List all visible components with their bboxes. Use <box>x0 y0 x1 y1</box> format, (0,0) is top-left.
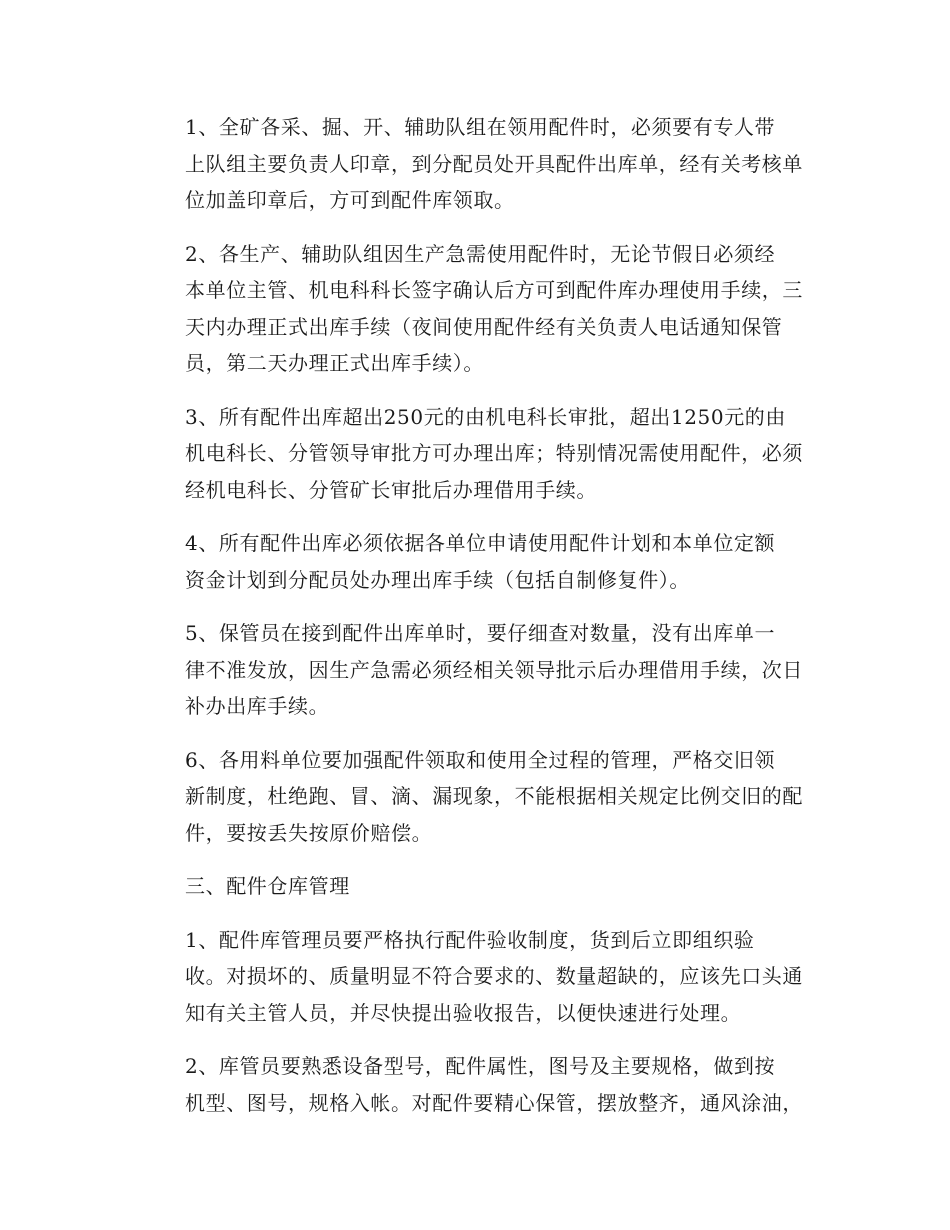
document-paragraph <box>141 236 813 382</box>
paragraph-line: 机型、图号，规格入帐。对配件要精心保管，摆放整齐，通风涂油， <box>185 1090 803 1115</box>
paragraph-line: 3、所有配件出库超出250元的由机电科长审批，超出1250元的由 <box>185 404 786 429</box>
paragraph-line: 资金计划到分配员处办理出库手续（包括自制修复件）。 <box>185 567 690 592</box>
paragraph-line: 经机电科长、分管矿长审批后办理借用手续。 <box>185 477 597 502</box>
paragraph-line: 4、所有配件出库必须依据各单位申请使用配件计划和本单位定额 <box>185 531 776 555</box>
paragraph-line: 员，第二天办理正式出库手续）。 <box>185 351 484 375</box>
paragraph-line: 新制度，杜绝跑、冒、滴、漏现象，不能根据相关规定比例交旧的配 <box>185 784 803 808</box>
paragraph-line: 1、全矿各采、掘、开、辅助队组在领用配件时，必须要有专人带 <box>185 115 776 139</box>
paragraph-line: 知有关主管人员，并尽快提出验收报告，以便快速进行处理。 <box>185 1000 742 1025</box>
paragraph-line: 收。对损坏的、质量明显不符合要求的、数量超缺的，应该先口头通 <box>185 964 803 988</box>
paragraph-line: 5、保管员在接到配件出库单时，要仔细查对数量，没有出库单一 <box>185 621 776 645</box>
document-paragraph <box>141 615 813 725</box>
paragraph-line: 天内办理正式出库手续（夜间使用配件经有关负责人电话通知保管 <box>185 314 783 339</box>
document-paragraph <box>141 525 813 598</box>
paragraph-line: 2、各生产、辅助队组因生产急需使用配件时，无论节假日必须经 <box>185 241 776 266</box>
document-paragraph <box>141 399 813 509</box>
paragraph-line: 律不准发放，因生产急需必须经相关领导批示后办理借用手续，次日 <box>185 657 803 682</box>
document-paragraph <box>141 1048 813 1121</box>
paragraph-line: 本单位主管、机电科科长签字确认后方可到配件库办理使用手续，三 <box>185 278 803 302</box>
document-paragraph <box>141 868 813 905</box>
paragraph-line: 1、配件库管理员要严格执行配件验收制度，货到后立即组织验 <box>185 927 755 952</box>
paragraph-line: 机电科长、分管领导审批方可办理出库；特别情况需使用配件，必须 <box>185 441 803 465</box>
document-body <box>141 109 813 1121</box>
document-paragraph <box>141 742 813 852</box>
document-paragraph <box>141 109 813 219</box>
paragraph-line: 2、库管员要熟悉设备型号，配件属性，图号及主要规格，做到按 <box>185 1054 776 1078</box>
paragraph-line: 三、配件仓库管理 <box>185 874 350 898</box>
paragraph-line: 上队组主要负责人印章，到分配员处开具配件出库单，经有关考核单 <box>185 151 803 176</box>
paragraph-line: 6、各用料单位要加强配件领取和使用全过程的管理，严格交旧领 <box>185 747 776 772</box>
paragraph-line: 补办出库手续。 <box>185 694 330 718</box>
paragraph-line: 件，要按丢失按原价赔偿。 <box>185 820 433 845</box>
paragraph-line: 位加盖印章后，方可到配件库领取。 <box>185 188 515 212</box>
document-paragraph <box>141 922 813 1032</box>
